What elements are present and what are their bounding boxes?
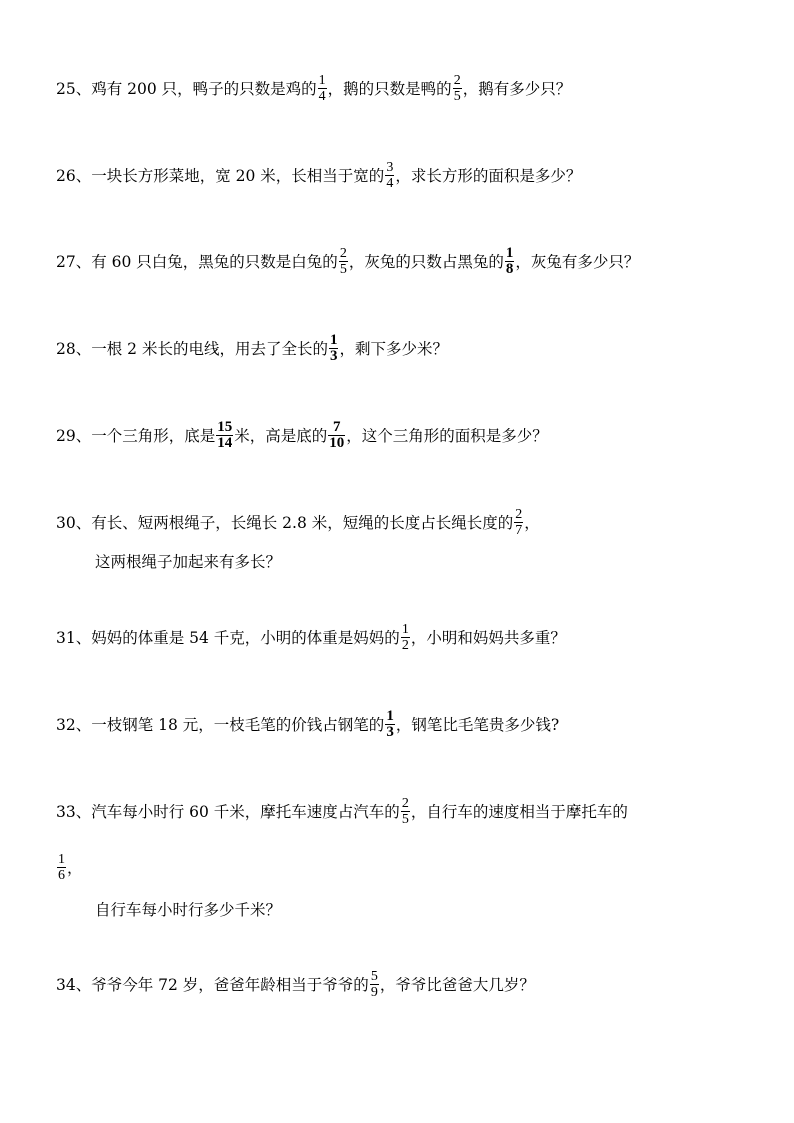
problem-26 (56, 160, 581, 191)
fraction-denominator: 14 (217, 435, 233, 451)
problem-text: ，鹅有多少只？ (462, 79, 572, 98)
problem-text: ， (524, 513, 540, 532)
fraction-denominator: 4 (318, 89, 326, 104)
fraction-denominator: 5 (453, 89, 461, 104)
fraction (385, 160, 394, 191)
fraction (339, 246, 348, 277)
fraction-denominator: 10 (329, 435, 345, 451)
fraction-numerator: 1 (386, 708, 394, 724)
problem-27 (56, 246, 639, 277)
fraction-numerator: 1 (329, 332, 338, 348)
fraction (216, 420, 233, 451)
problem-text: 29、一个三角形，底是 (56, 426, 216, 445)
problem-text: ，鹅的只数是鸭的 (327, 79, 452, 98)
fraction-numerator: 2 (515, 507, 523, 522)
fraction-denominator: 6 (58, 868, 65, 883)
fraction-numerator: 1 (505, 245, 514, 261)
fraction (57, 852, 66, 883)
fraction-denominator: 3 (329, 348, 338, 364)
problem-text: 34、爷爷今年 72 岁，爸爸年龄相当于爷爷的 (56, 975, 369, 994)
problem-text: ，钢笔比毛笔贵多少钱? (395, 715, 560, 734)
fraction-numerator: 15 (217, 419, 233, 435)
problem-text: ，灰兔的只数占黑兔的 (348, 252, 504, 271)
problem-31 (56, 622, 566, 653)
problem-text: 自行车每小时行多少千米？ (95, 901, 282, 919)
problem-text: 25、鸡有 200 只，鸭子的只数是鸡的 (56, 79, 317, 98)
fraction-numerator: 1 (58, 852, 65, 867)
fraction (514, 507, 523, 538)
problem-30-line-1 (56, 507, 540, 538)
fraction-denominator: 3 (386, 724, 394, 740)
fraction-denominator: 8 (505, 261, 514, 277)
problem-text: 米，高是底的 (234, 426, 328, 445)
problem-25 (56, 73, 571, 104)
fraction (370, 969, 379, 1000)
problem-text: ，小明和妈妈共多重？ (410, 628, 566, 647)
problem-text: ，爷爷比爸爸大几岁？ (379, 975, 535, 994)
problem-text: 28、一根 2 米长的电线，用去了全长的 (56, 339, 328, 358)
fraction-numerator: 2 (401, 796, 409, 811)
fraction (453, 73, 462, 104)
fraction (318, 73, 327, 104)
fraction-denominator: 2 (401, 638, 409, 653)
problem-text: ，剩下多少米？ (339, 339, 448, 358)
problem-29 (56, 420, 548, 451)
problem-text: ， (67, 858, 83, 877)
fraction-numerator: 2 (339, 246, 347, 261)
fraction-denominator: 4 (386, 176, 394, 191)
problem-text: ，灰兔有多少只？ (515, 252, 640, 271)
fraction-numerator: 1 (401, 622, 409, 637)
problem-text: 33、汽车每小时行 60 千米，摩托车速度占汽车的 (56, 802, 400, 821)
problem-34 (56, 969, 535, 1000)
fraction (401, 622, 410, 653)
fraction (328, 420, 345, 451)
problem-text: 这两根绳子加起来有多长？ (95, 553, 282, 571)
problem-text: 32、一枝钢笔 18 元，一枝毛笔的价钱占钢笔的 (56, 715, 385, 734)
fraction-denominator: 9 (370, 985, 378, 1000)
fraction-denominator: 5 (401, 812, 409, 827)
fraction-numerator: 5 (370, 969, 378, 984)
problem-33-line-1 (56, 796, 628, 827)
problem-text: ，求长方形的面积是多少？ (395, 166, 582, 185)
problem-33-line-3 (95, 900, 281, 920)
problem-text: 26、一块长方形菜地，宽 20 米，长相当于宽的 (56, 166, 385, 185)
problem-32 (56, 709, 559, 740)
problem-text: 30、有长、短两根绳子，长绳长 2.8 米，短绳的长度占长绳长度的 (56, 513, 514, 532)
fraction-numerator: 7 (333, 419, 341, 435)
problem-text: 31、妈妈的体重是 54 千克，小明的体重是妈妈的 (56, 628, 400, 647)
problem-text: 27、有 60 只白兔，黑兔的只数是白兔的 (56, 252, 338, 271)
problem-33-line-2 (56, 852, 83, 883)
fraction (329, 333, 339, 364)
fraction (505, 246, 515, 277)
fraction-denominator: 5 (339, 262, 347, 277)
fraction-numerator: 2 (453, 73, 461, 88)
fraction-numerator: 3 (386, 160, 394, 175)
problem-30-line-2 (95, 552, 281, 572)
problem-text: ，自行车的速度相当于摩托车的 (410, 802, 628, 821)
fraction (401, 796, 410, 827)
problem-text: ，这个三角形的面积是多少？ (346, 426, 548, 445)
fraction-denominator: 7 (515, 523, 523, 538)
fraction-numerator: 1 (318, 73, 326, 88)
problem-28 (56, 333, 448, 364)
fraction (385, 709, 395, 740)
